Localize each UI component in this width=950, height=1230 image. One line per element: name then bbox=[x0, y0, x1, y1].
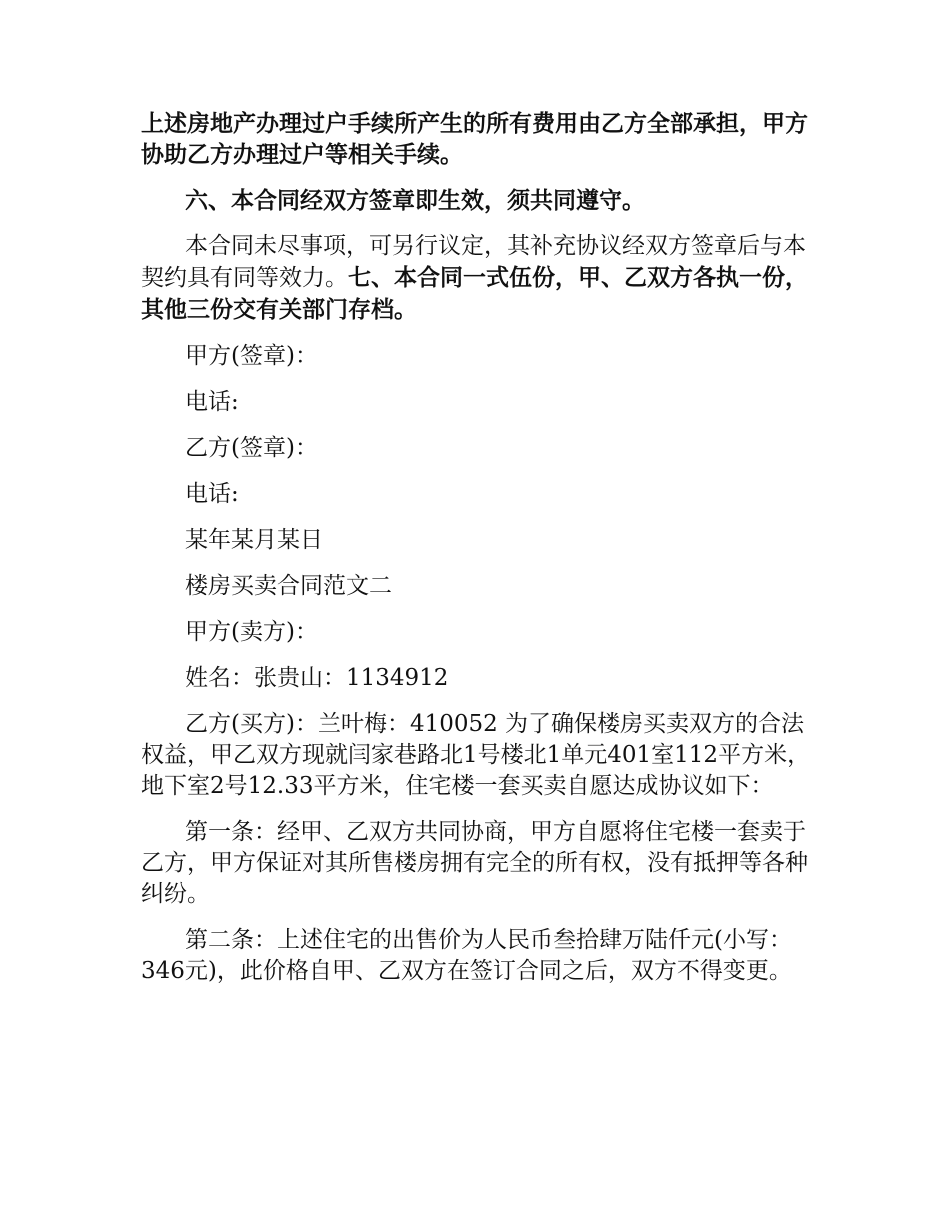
seller-name: 姓名：张贵山：1134912 bbox=[185, 665, 449, 691]
paragraph-supplement bbox=[141, 231, 813, 326]
clause-six: 六、本合同经双方签章即生效，须共同遵守。 bbox=[185, 187, 645, 214]
article-one: 第一条：经甲、乙双方共同协商，甲方自愿将住宅楼一套卖于乙方，甲方保证对其所售楼房拥有完全的所有权，没有抵押等各种纠纷。 bbox=[141, 819, 808, 907]
clause-seven: 七、本合同一式伍份，甲、乙双方各执一份，其他三份交有关部门存档。 bbox=[141, 264, 808, 323]
party-a-signature: 甲方(签章)： bbox=[185, 343, 318, 369]
party-b-signature: 乙方(签章)： bbox=[185, 435, 318, 461]
seller-label: 甲方(卖方)： bbox=[185, 619, 318, 645]
contract-title-two: 楼房买卖合同范文二 bbox=[185, 573, 392, 599]
party-a-phone: 电话: bbox=[185, 389, 239, 415]
signing-date: 某年某月某日 bbox=[185, 527, 323, 553]
paragraph-fees: 上述房地产办理过户手续所产生的所有费用由乙方全部承担，甲方协助乙方办理过户等相关手续。 bbox=[141, 110, 808, 168]
document-page bbox=[141, 108, 813, 1002]
article-two: 第二条：上述住宅的出售价为人民币叁拾肆万陆仟元(小写：346元)，此价格自甲、乙双方在签订合同之后，双方不得变更。 bbox=[141, 927, 792, 984]
supplement-text: 本合同未尽事项，可另行议定，其补充协议经双方签章后与本契约具有同等效力。 bbox=[141, 233, 806, 291]
buyer-paragraph: 乙方(买方)：兰叶梅：410052 为了确保楼房买卖双方的合法权益，甲乙双方现就闫家巷路北1号楼北1单元401室112平方米，地下室2号12.33平方米，住宅楼一套买卖自愿达成协议如下： bbox=[141, 711, 811, 799]
party-b-phone: 电话: bbox=[185, 481, 239, 507]
